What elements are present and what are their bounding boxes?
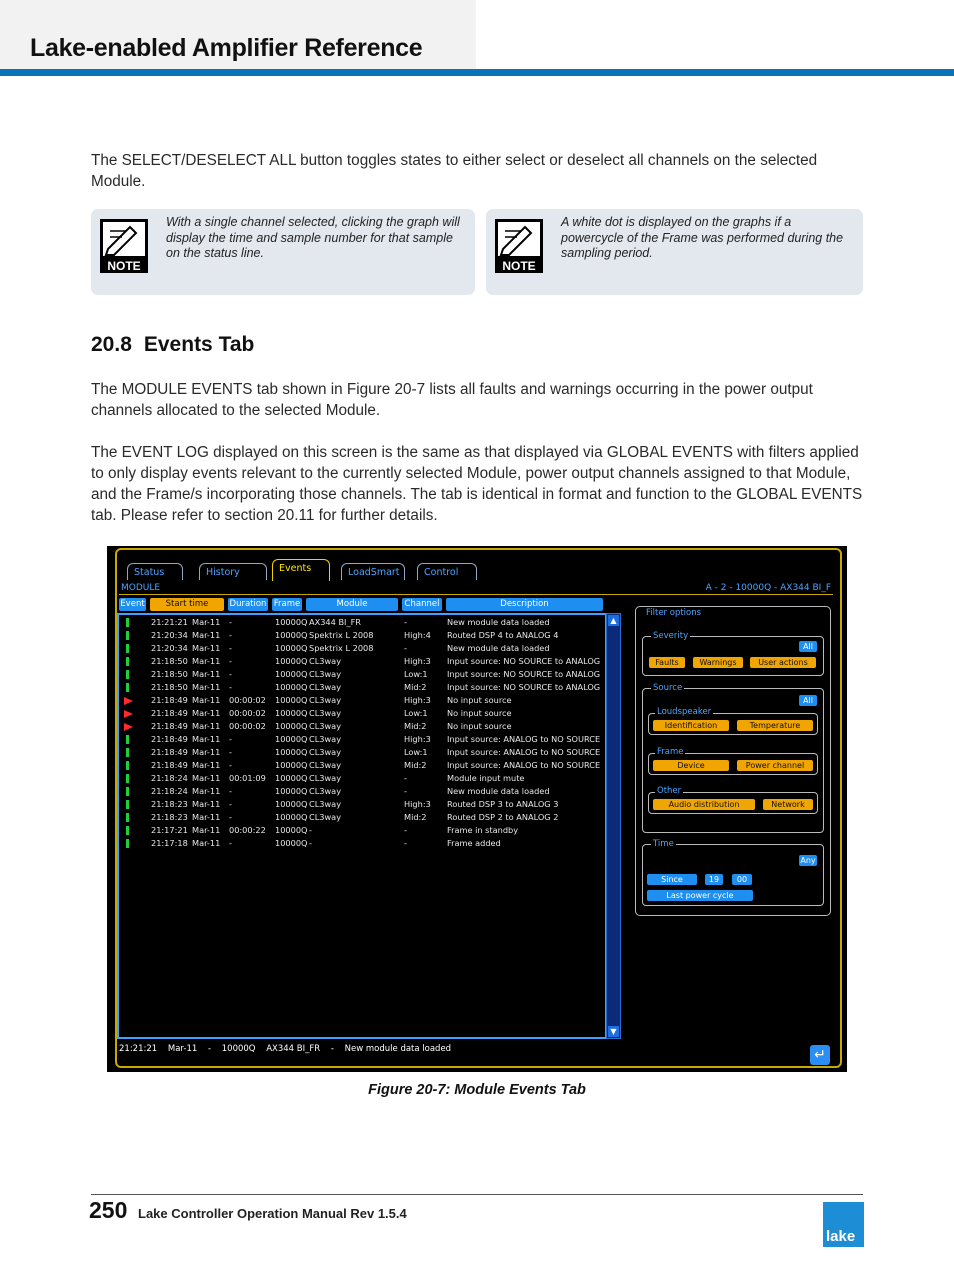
status-frame: 10000Q (221, 1044, 256, 1054)
cell-time: 21:17:18 (151, 838, 188, 848)
status-date: Mar-11 (167, 1044, 198, 1054)
footer-rule (91, 1194, 863, 1195)
note-text: A white dot is displayed on the graphs if a powercycle of the Frame was performed during the sampling period. (561, 215, 844, 260)
cell-time: 21:21:21 (151, 617, 188, 627)
divider (119, 594, 833, 595)
cell-module: CL3way (309, 721, 342, 731)
cell-chan: - (404, 617, 407, 627)
cell-chan: High:3 (404, 799, 431, 809)
cell-desc: Frame in standby (447, 825, 519, 835)
cell-module: - (309, 825, 312, 835)
cell-frame: 10000Q (275, 786, 308, 796)
cell-dur: - (229, 682, 232, 692)
cell-chan: High:3 (404, 656, 431, 666)
cell-time: 21:18:24 (151, 773, 188, 783)
scroll-up-icon[interactable]: ▲ (608, 615, 619, 626)
event-ok-icon (126, 670, 129, 679)
tab-status[interactable]: Status (127, 563, 183, 580)
fault-icon (124, 697, 133, 705)
frame-label: Frame (657, 747, 684, 757)
page-number: 250 (89, 1197, 128, 1223)
cell-frame: 10000Q (275, 812, 308, 822)
cell-desc: Frame added (447, 838, 501, 848)
cell-desc: Input source: ANALOG to NO SOURCE (447, 747, 601, 757)
frame-group (648, 747, 818, 775)
cell-module: CL3way (309, 760, 342, 770)
note-text: With a single channel selected, clicking the graph will display the time and sample number for that sample on the status line. (166, 215, 460, 260)
cell-frame: 10000Q (275, 799, 308, 809)
column-start-time[interactable]: Start time (150, 598, 224, 611)
table-row[interactable] (119, 720, 605, 733)
svg-text:NOTE: NOTE (502, 259, 536, 273)
cell-frame: 10000Q (275, 747, 308, 757)
cell-desc: No input source (447, 721, 512, 731)
event-ok-icon (126, 826, 129, 835)
cell-frame: 10000Q (275, 708, 308, 718)
cell-desc: Routed DSP 4 to ANALOG 4 (447, 630, 559, 640)
cell-dur: - (229, 786, 232, 796)
note-pencil-icon (100, 219, 148, 273)
cell-dur: 00:01:09 (229, 773, 266, 783)
cell-date: Mar-11 (192, 773, 221, 783)
source-label: Source (653, 683, 683, 693)
header-rule (0, 69, 954, 76)
cell-dur: - (229, 669, 232, 679)
cell-date: Mar-11 (192, 812, 221, 822)
cell-module: CL3way (309, 682, 342, 692)
section-heading (91, 333, 254, 357)
cell-module: CL3way (309, 799, 342, 809)
event-log-scrollbar[interactable] (606, 613, 621, 1039)
lake-logo: lake (823, 1202, 864, 1247)
cell-frame: 10000Q (275, 721, 308, 731)
temperature-button[interactable]: Temperature (737, 720, 813, 731)
table-row[interactable] (119, 837, 605, 850)
cell-chan: - (404, 643, 407, 653)
cell-dur: - (229, 617, 232, 627)
network-button[interactable]: Network (763, 799, 813, 810)
event-ok-icon (126, 813, 129, 822)
identification-button[interactable]: Identification (653, 720, 729, 731)
cell-dur: - (229, 643, 232, 653)
event-log[interactable] (117, 613, 607, 1039)
event-ok-icon (126, 774, 129, 783)
device-button[interactable]: Device (653, 760, 729, 771)
cell-module: Spektrix L 2008 (309, 643, 374, 653)
cell-dur: - (229, 656, 232, 666)
cell-date: Mar-11 (192, 825, 221, 835)
warnings-button[interactable]: Warnings (693, 657, 743, 668)
last-power-cycle-button[interactable]: Last power cycle (647, 890, 753, 901)
cell-frame: 10000Q (275, 838, 308, 848)
cell-chan: Mid:2 (404, 760, 427, 770)
status-line (119, 1044, 823, 1054)
table-row[interactable] (119, 642, 605, 655)
cell-chan: Low:1 (404, 708, 428, 718)
since-minute-field[interactable]: 00 (732, 874, 752, 885)
paragraph-module-events: The MODULE EVENTS tab shown in Figure 20-7 lists all faults and warnings occurring in the power output channels allocated to the selected Module. (91, 381, 813, 419)
cell-chan: - (404, 786, 407, 796)
cell-desc: Module input mute (447, 773, 525, 783)
cell-module: - (309, 838, 312, 848)
cell-module: Spektrix L 2008 (309, 630, 374, 640)
event-ok-icon (126, 683, 129, 692)
cell-dur: - (229, 760, 232, 770)
power-channel-button[interactable]: Power channel (737, 760, 813, 771)
source-all-button[interactable]: All (799, 695, 817, 706)
cell-module: CL3way (309, 734, 342, 744)
user-actions-button[interactable]: User actions (750, 657, 816, 668)
other-group (648, 786, 818, 814)
cell-desc: Input source: ANALOG to NO SOURCE (447, 734, 601, 744)
cell-date: Mar-11 (192, 617, 221, 627)
module-id: A - 2 - 10000Q - AX344 BI_F (705, 583, 831, 593)
cell-frame: 10000Q (275, 760, 308, 770)
tab-history[interactable]: History (199, 563, 267, 580)
table-row[interactable] (119, 759, 605, 772)
cell-desc: New module data loaded (447, 786, 550, 796)
event-ok-icon (126, 787, 129, 796)
cell-time: 21:18:24 (151, 786, 188, 796)
cell-dur: - (229, 630, 232, 640)
cell-date: Mar-11 (192, 799, 221, 809)
cell-module: AX344 BI_FR (309, 617, 361, 627)
status-dash: - (330, 1044, 334, 1054)
cell-time: 21:17:21 (151, 825, 188, 835)
cell-frame: 10000Q (275, 773, 308, 783)
severity-label: Severity (653, 631, 689, 641)
module-label: MODULE (121, 583, 161, 593)
cell-desc: Routed DSP 2 to ANALOG 2 (447, 812, 559, 822)
column-module[interactable]: Module (306, 598, 398, 611)
cell-time: 21:18:49 (151, 760, 188, 770)
cell-dur: - (229, 799, 232, 809)
event-ok-icon (126, 748, 129, 757)
table-row[interactable] (119, 824, 605, 837)
faults-button[interactable]: Faults (649, 657, 685, 668)
cell-desc: New module data loaded (447, 643, 550, 653)
cell-time: 21:18:49 (151, 708, 188, 718)
cell-frame: 10000Q (275, 682, 308, 692)
cell-date: Mar-11 (192, 669, 221, 679)
cell-date: Mar-11 (192, 747, 221, 757)
note-pencil-icon (495, 219, 543, 273)
cell-chan: - (404, 773, 407, 783)
since-button[interactable]: Since (647, 874, 697, 885)
cell-desc: Input source: NO SOURCE to ANALOG (447, 669, 601, 679)
paragraph-event-log: The EVENT LOG displayed on this screen is the same as that displayed via GLOBAL EVENTS with filters applied to only display events relevant to the currently selected Module, power output channels assigned to that Module, and the Frame/s incorporating those channels. The tab is identical in format and function to the GLOBAL EVENTS tab. Please refer to section 20.11 for further details. (91, 444, 863, 524)
time-group (642, 839, 824, 906)
table-row[interactable] (119, 785, 605, 798)
cell-time: 21:18:49 (151, 747, 188, 757)
cell-frame: 10000Q (275, 643, 308, 653)
table-row[interactable] (119, 798, 605, 811)
cell-dur: - (229, 734, 232, 744)
event-ok-icon (126, 761, 129, 770)
svg-text:NOTE: NOTE (107, 259, 141, 273)
cell-dur: - (229, 812, 232, 822)
loudspeaker-label: Loudspeaker (657, 707, 712, 717)
table-row[interactable] (119, 772, 605, 785)
cell-date: Mar-11 (192, 656, 221, 666)
note-box-1 (91, 209, 475, 295)
fault-icon (124, 710, 133, 718)
time-any-button[interactable]: Any (800, 856, 816, 865)
cell-module: CL3way (309, 669, 342, 679)
table-row[interactable] (119, 707, 605, 720)
page-header-title: Lake-enabled Amplifier Reference (30, 34, 423, 62)
audio-distribution-button[interactable]: Audio distribution (653, 799, 755, 810)
cell-time: 21:20:34 (151, 630, 188, 640)
status-time: 21:21:21 (119, 1044, 158, 1054)
cell-desc: Input source: NO SOURCE to ANALOG (447, 656, 601, 666)
cell-desc: No input source (447, 695, 512, 705)
header-band (0, 0, 476, 70)
since-hour-field[interactable]: 19 (705, 874, 723, 885)
cell-time: 21:18:23 (151, 799, 188, 809)
cell-chan: High:4 (404, 630, 431, 640)
cell-chan: Mid:2 (404, 682, 427, 692)
cell-chan: - (404, 838, 407, 848)
cell-date: Mar-11 (192, 708, 221, 718)
cell-frame: 10000Q (275, 669, 308, 679)
cell-time: 21:18:49 (151, 695, 188, 705)
column-description[interactable]: Description (446, 598, 603, 611)
cell-time: 21:18:50 (151, 669, 188, 679)
cell-time: 21:18:50 (151, 682, 188, 692)
fault-icon (124, 723, 133, 731)
table-row[interactable] (119, 668, 605, 681)
cell-chan: Mid:2 (404, 721, 427, 731)
event-ok-icon (126, 644, 129, 653)
other-label: Other (657, 786, 682, 796)
cell-chan: High:3 (404, 734, 431, 744)
table-row[interactable] (119, 655, 605, 668)
cell-time: 21:20:34 (151, 643, 188, 653)
filter-title: Filter options (646, 608, 702, 618)
table-row[interactable] (119, 733, 605, 746)
cell-dur: 00:00:02 (229, 721, 266, 731)
cell-frame: 10000Q (275, 825, 308, 835)
cell-desc: New module data loaded (447, 617, 550, 627)
cell-date: Mar-11 (192, 786, 221, 796)
cell-module: CL3way (309, 812, 342, 822)
column-duration[interactable]: Duration (229, 599, 267, 609)
cell-dur: - (229, 747, 232, 757)
cell-desc: Input source: ANALOG to NO SOURCE (447, 760, 601, 770)
event-ok-icon (126, 735, 129, 744)
cell-dur: 00:00:02 (229, 708, 266, 718)
cell-chan: Low:1 (404, 747, 428, 757)
cell-desc: Input source: NO SOURCE to ANALOG (447, 682, 601, 692)
column-channel[interactable]: Channel (402, 598, 442, 611)
severity-all-button[interactable]: All (799, 641, 817, 652)
cell-chan: - (404, 825, 407, 835)
note-box-2 (486, 209, 863, 295)
cell-desc: Routed DSP 3 to ANALOG 3 (447, 799, 559, 809)
figure-caption: Figure 20-7: Module Events Tab (368, 1082, 586, 1098)
cell-frame: 10000Q (275, 695, 308, 705)
column-frame[interactable]: Frame (273, 599, 301, 609)
table-row[interactable] (119, 616, 605, 629)
cell-chan: High:3 (404, 695, 431, 705)
cell-time: 21:18:49 (151, 734, 188, 744)
intro-paragraph: The SELECT/DESELECT ALL button toggles states to either select or deselect all channels on the selected Module. (91, 152, 818, 190)
cell-time: 21:18:49 (151, 721, 188, 731)
tab-control[interactable]: Control (417, 563, 477, 580)
cell-frame: 10000Q (275, 617, 308, 627)
cell-date: Mar-11 (192, 682, 221, 692)
time-label: Time (653, 839, 674, 849)
cell-time: 21:18:23 (151, 812, 188, 822)
module-events-screenshot (107, 546, 847, 1072)
cell-frame: 10000Q (275, 630, 308, 640)
table-row[interactable] (119, 629, 605, 642)
table-row[interactable] (119, 694, 605, 707)
event-ok-icon (126, 657, 129, 666)
status-message: New module data loaded (344, 1044, 452, 1054)
cell-date: Mar-11 (192, 838, 221, 848)
cell-date: Mar-11 (192, 721, 221, 731)
tab-loadsmart[interactable]: LoadSmart (341, 563, 405, 580)
cell-dur: 00:00:02 (229, 695, 266, 705)
column-event[interactable]: Event (120, 599, 145, 609)
event-ok-icon (126, 839, 129, 848)
cell-date: Mar-11 (192, 643, 221, 653)
cell-module: CL3way (309, 773, 342, 783)
event-ok-icon (126, 618, 129, 627)
cell-frame: 10000Q (275, 656, 308, 666)
cell-date: Mar-11 (192, 760, 221, 770)
return-icon[interactable]: ↵ (810, 1045, 830, 1065)
status-separator: - (207, 1044, 212, 1054)
filter-options-panel (635, 606, 831, 916)
cell-module: CL3way (309, 786, 342, 796)
event-ok-icon (126, 631, 129, 640)
section-number: 20.8 (91, 333, 132, 356)
loudspeaker-group (648, 707, 818, 735)
cell-module: CL3way (309, 656, 342, 666)
table-row[interactable] (119, 746, 605, 759)
cell-date: Mar-11 (192, 630, 221, 640)
cell-module: CL3way (309, 695, 342, 705)
cell-chan: Low:1 (404, 669, 428, 679)
cell-module: CL3way (309, 708, 342, 718)
cell-desc: No input source (447, 708, 512, 718)
severity-group (642, 631, 824, 676)
source-group (642, 683, 824, 833)
event-ok-icon (126, 800, 129, 809)
status-module: AX344 BI_FR (266, 1044, 321, 1054)
tab-events[interactable]: Events (272, 559, 330, 581)
cell-chan: Mid:2 (404, 812, 427, 822)
footer-text: Lake Controller Operation Manual Rev 1.5.4 (138, 1206, 407, 1221)
cell-time: 21:18:50 (151, 656, 188, 666)
cell-frame: 10000Q (275, 734, 308, 744)
cell-dur: 00:00:22 (229, 825, 266, 835)
table-row[interactable] (119, 681, 605, 694)
cell-date: Mar-11 (192, 734, 221, 744)
cell-dur: - (229, 838, 232, 848)
table-row[interactable] (119, 811, 605, 824)
cell-date: Mar-11 (192, 695, 221, 705)
scroll-down-icon[interactable]: ▼ (608, 1026, 619, 1037)
cell-module: CL3way (309, 747, 342, 757)
section-title: Events Tab (143, 333, 255, 356)
